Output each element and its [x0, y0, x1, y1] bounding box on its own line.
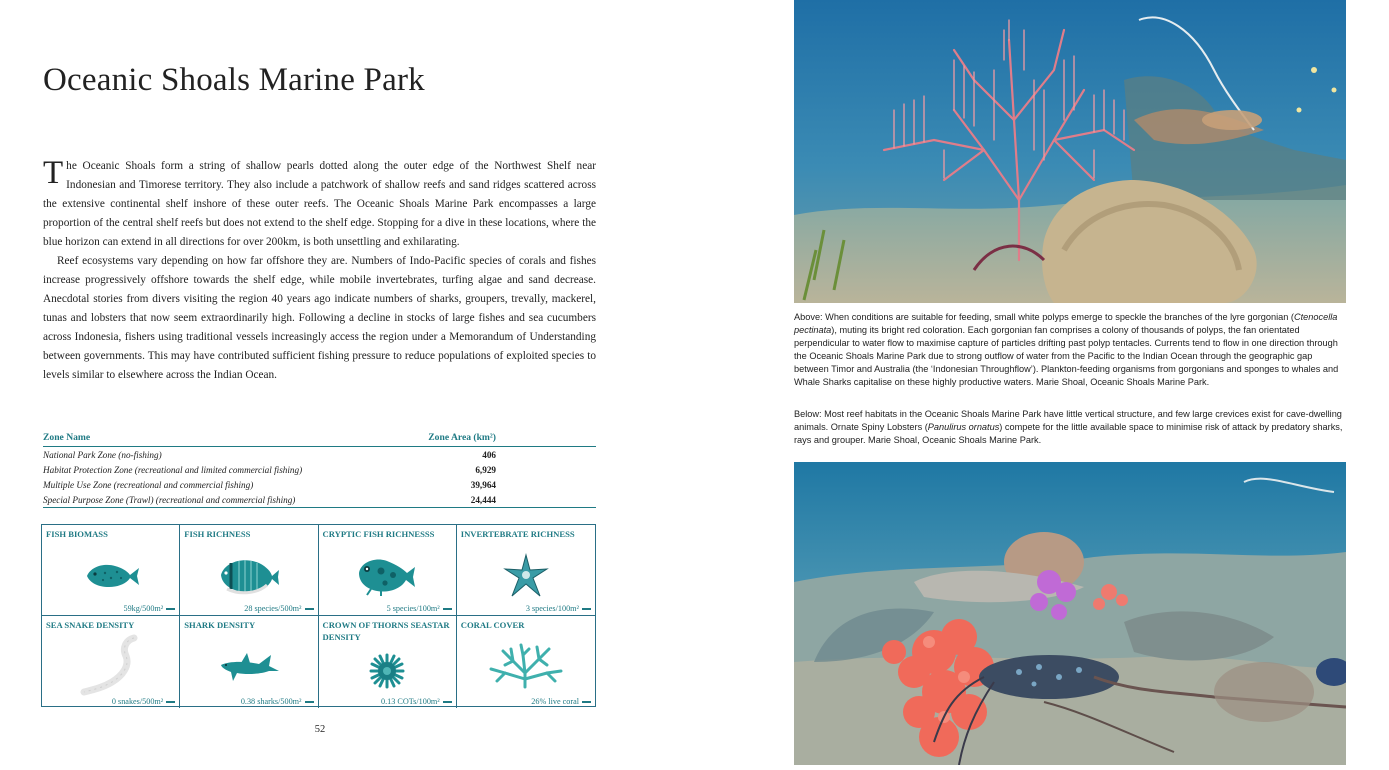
coral-icon	[457, 642, 595, 692]
metric-value: 0 snakes/500m²	[112, 697, 175, 706]
body-text	[43, 157, 596, 385]
metric-cryptic-fish	[319, 525, 457, 616]
metric-sea-snake-density	[42, 616, 180, 708]
metric-title: SEA SNAKE DENSITY	[46, 620, 135, 630]
metrics-grid	[41, 524, 596, 707]
table-row	[43, 477, 596, 492]
metric-value: 26% live coral	[531, 697, 591, 706]
paragraph-1-text: he Oceanic Shoals form a string of shallow pearls dotted along the outer edge of the Northwest Shelf near Indonesian and Timorese territory. They also include a patchwork of shallow reefs and sand ridges scattered across the extensive continental shelf inshore of these outer reefs. The Oceanic Shoals Marine Park encompasses a large proportion of the central shelf reefs but does not extend to the shelf edge. Stopping for a dive in these locations, where the blue horizon can extend in all directions for over 200km, is both unsettling and exhilarating.	[43, 160, 596, 248]
caption-bottom-text-b: ) compete for the little available space to minimise risk of attack by predatory sharks, rays and grouper. Marie Shoal, Oceanic Shoals Marine Park.	[794, 422, 1343, 445]
lobster-reef-photo	[794, 462, 1346, 765]
zone-area: 406	[482, 449, 496, 460]
page-title: Oceanic Shoals Marine Park	[43, 62, 425, 98]
metric-value: 5 species/100m²	[387, 604, 452, 613]
caption-top-species: Ctenocella pectinata	[794, 312, 1338, 335]
cryptic-fish-icon	[319, 551, 456, 601]
metric-value: 28 species/500m²	[244, 604, 313, 613]
table-row	[43, 492, 596, 508]
metric-fish-biomass	[42, 525, 180, 616]
zone-area: 39,964	[470, 479, 496, 490]
right-page	[700, 0, 1389, 765]
metric-value: 3 species/100m²	[526, 604, 591, 613]
caption-top-text-b: ), muting its bright red coloration. Each gorgonian fan comprises a colony of thousands of polyps, the fan orientated perpendicular to water flow to maximise capture of particles drifting past polyp tentacles. Currents tend to flow in one direction through the Oceanic Shoals Marine Park due to strong outflow of water from the Pacific to the Indian Ocean through the geographic gap between Timor and Australia (the ‘Indonesian Throughflow’). Plankton-feeding organisms from gorgonians and sponges to whales and Whale Sharks capitalise on these highly productive waters. Marie Shoal, Oceanic Shoals Marine Park.	[794, 325, 1339, 387]
metric-coral-cover	[457, 616, 595, 708]
metric-title: CRYPTIC FISH RICHNESSS	[322, 529, 435, 539]
page-number: 52	[314, 724, 326, 735]
metric-title: CORAL COVER	[460, 620, 525, 630]
caption-bottom-text-a: Below: Most reef habitats in the Oceanic Shoals Marine Park have little vertical structure, and few large crevices exist for cave-dwelling animals. Ornate Spiny Lobsters (	[794, 409, 1342, 432]
sea-snake-icon	[42, 634, 179, 696]
caption-top-text-a: Above: When conditions are suitable for feeding, small white polyps emerge to speckle the branches of the lyre gorgonian (	[794, 312, 1294, 322]
paragraph-2: Reef ecosystems vary depending on how far offshore they are. Numbers of Indo-Pacific species of corals and fishes increase progressively offshore towards the shelf edge, while mobile invertebrates, turfing algae and sand decrease. Anecdotal stories from divers visiting the region 40 years ago indicate numbers of sharks, groupers, trevally, mackerel, tunas and lobsters that now seem extraordinarily high. Following a decline in stocks of large fishes and sea cucumbers across Indonesia, fishers using traditional vessels increasingly access the region under a Memorandum of Understanding between governments. This may have contributed sufficient fishing pressure to reduce populations of exploited species to levels similar to elsewhere across the Indian Ocean.	[43, 255, 596, 381]
butterflyfish-icon	[180, 551, 317, 601]
seastar-icon	[457, 551, 595, 601]
metric-shark-density	[180, 616, 318, 708]
caption-top	[794, 311, 1346, 389]
zone-area-header: Zone Area (km²)	[379, 431, 596, 447]
table-row	[43, 462, 596, 477]
zone-name: Special Purpose Zone (Trawl) (recreational and commercial fishing)	[43, 492, 379, 508]
metric-cots-density	[319, 616, 457, 708]
crown-of-thorns-icon	[319, 646, 456, 696]
zone-area: 6,929	[475, 464, 496, 475]
grouper-icon	[42, 551, 179, 601]
caption-bottom	[794, 408, 1346, 447]
caption-bottom-species: Panulirus ornatus	[927, 422, 1000, 432]
metric-value: 0.38 sharks/500m²	[241, 697, 314, 706]
zone-area: 24,444	[379, 492, 596, 508]
metric-title: FISH BIOMASS	[46, 529, 108, 539]
drop-cap: T	[43, 155, 64, 191]
zone-name: National Park Zone (no-fishing)	[43, 449, 162, 460]
metric-value: 59kg/500m²	[123, 604, 175, 613]
paragraph-1	[43, 157, 596, 252]
shark-icon	[180, 642, 317, 692]
zone-table-header	[43, 431, 596, 447]
zone-name-header: Zone Name	[43, 431, 379, 447]
metric-title: FISH RICHNESS	[184, 529, 251, 539]
gorgonian-photo	[794, 0, 1346, 303]
table-row	[43, 447, 596, 463]
metric-title: CROWN OF THORNS SEASTAR DENSITY	[322, 620, 450, 642]
metric-fish-richness	[180, 525, 318, 616]
zone-name: Multiple Use Zone (recreational and commercial fishing)	[43, 479, 254, 490]
metric-title: INVERTEBRATE RICHNESS	[460, 529, 575, 539]
zone-table	[43, 431, 596, 508]
zone-name: Habitat Protection Zone (recreational and limited commercial fishing)	[43, 464, 303, 475]
metric-invertebrate-richness	[457, 525, 595, 616]
metric-title: SHARK DENSITY	[184, 620, 256, 630]
metric-value: 0.13 COTs/100m²	[381, 697, 452, 706]
